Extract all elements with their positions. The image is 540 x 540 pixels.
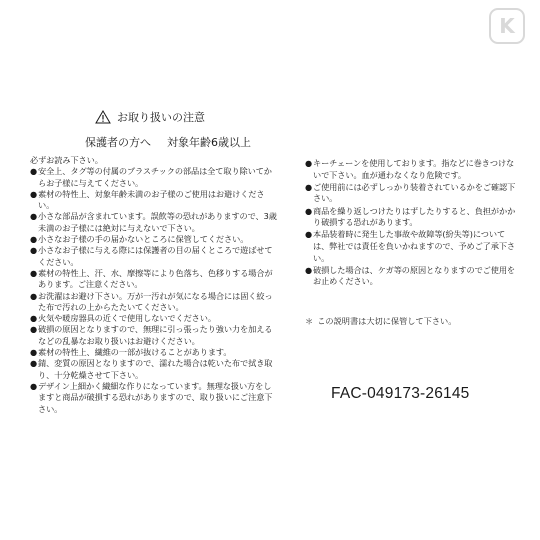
bullet-icon: ● [30,234,38,245]
list-item: ● お洗濯はお避け下さい。万が一汚れが気になる場合には固く絞った布で汚れの上からたたいてください。 [30,290,273,312]
right-caution-list [305,158,517,289]
left-caution-list [30,155,278,415]
bullet-icon: ● [30,290,38,301]
bullet-icon: ● [30,313,38,324]
bullet-icon: ● [30,347,38,358]
audience-row [0,134,300,150]
bullet-icon: ● [30,188,38,199]
asterisk-icon: ＊ [305,316,314,326]
intro-text: 必ずお読み下さい。 [30,155,103,165]
brand-logo-icon: K [489,8,525,44]
bullet-icon: ● [305,264,313,275]
bullet-icon: ● [305,158,313,168]
bullet-icon: ● [30,380,38,391]
bullet-icon: ● [305,229,313,240]
bullet-icon: ● [305,205,313,216]
bullet-icon: ● [30,245,38,256]
caution-title-row [0,108,300,126]
list-item: ● デザイン上細かく繊細な作りになっています。無理な扱い方をしますと商品が破損する恐れがありますので、取り扱いにご注意下さい。 [30,380,273,414]
bullet-icon: ● [30,358,38,369]
list-item: ● 小さな部品が含まれています。誤飲等の恐れがありますので、3歳未満のお子様には絶対に与えないで下さい。 [30,211,277,233]
list-item: ● 小さなお子様の手の届かないところに保管してください。 [30,234,249,245]
warning-triangle-icon [95,110,111,124]
list-item: ● 小さなお子様に与える際には保護者の目の届くところで遊ばせてください。 [30,245,273,267]
bullet-icon: ● [30,267,38,278]
product-code: FAC-049173-26145 [331,385,470,402]
caution-header [0,108,300,150]
bullet-icon: ● [305,181,313,192]
list-item: ● ご使用前には必ずしっかり装着されているかをご確認下さい。 [305,181,516,204]
storage-note-text: この説明書は大切に保管して下さい。 [317,316,457,326]
list-item: ● 火気や暖房器具の近くで使用しないでください。 [30,313,216,324]
list-item: ● 素材の特性上、汗、水、摩擦等により色落ち、色移りする場合があります。ご注意ください。 [30,267,273,290]
list-item: ● 素材の特性上、繊維の一部が抜けることがあります。 [30,347,232,358]
bullet-icon: ● [30,166,38,177]
list-item: ● 破損した場合は、ケガ等の原因となりますのでご使用をお止めください。 [305,264,516,287]
list-item: ● 安全上、タグ等の付属のプラスチックの部品は全て取り除いてからお子様に与えてください。 [30,166,272,188]
storage-note [305,316,456,327]
list-item: ● 破損の原因となりますので、無理に引っ張ったり強い力を加えるなどの乱暴なお取り扱いはお避けください。 [30,324,273,346]
list-item: ● 商品を繰り返しつけたりはずしたりすると、負担がかかり破損する恐れがあります。 [305,205,516,228]
list-item: ● 錆、変質の原因となりますので、濡れた場合は乾いた布で拭き取り、十分乾燥させて下さい。 [30,358,273,380]
list-item: ● 本品装着時に発生した事故や故障等(紛失等)については、弊社では責任を負いかねますので、予めご了承下さい。 [305,229,516,263]
list-item: ● キーチェーンを使用しております。指などに巻きつけないで下さい。血が通わなくなり危険です。 [305,158,515,180]
list-item: ● 素材の特性上、対象年齢未満のお子様のご使用はお避けください。 [30,188,265,211]
age-label: 対象年齢6歳以上 [167,136,251,149]
audience-label: 保護者の方へ [85,136,151,149]
bullet-icon: ● [30,211,38,222]
bullet-icon: ● [30,324,38,335]
caution-title: お取り扱いの注意 [117,111,205,124]
